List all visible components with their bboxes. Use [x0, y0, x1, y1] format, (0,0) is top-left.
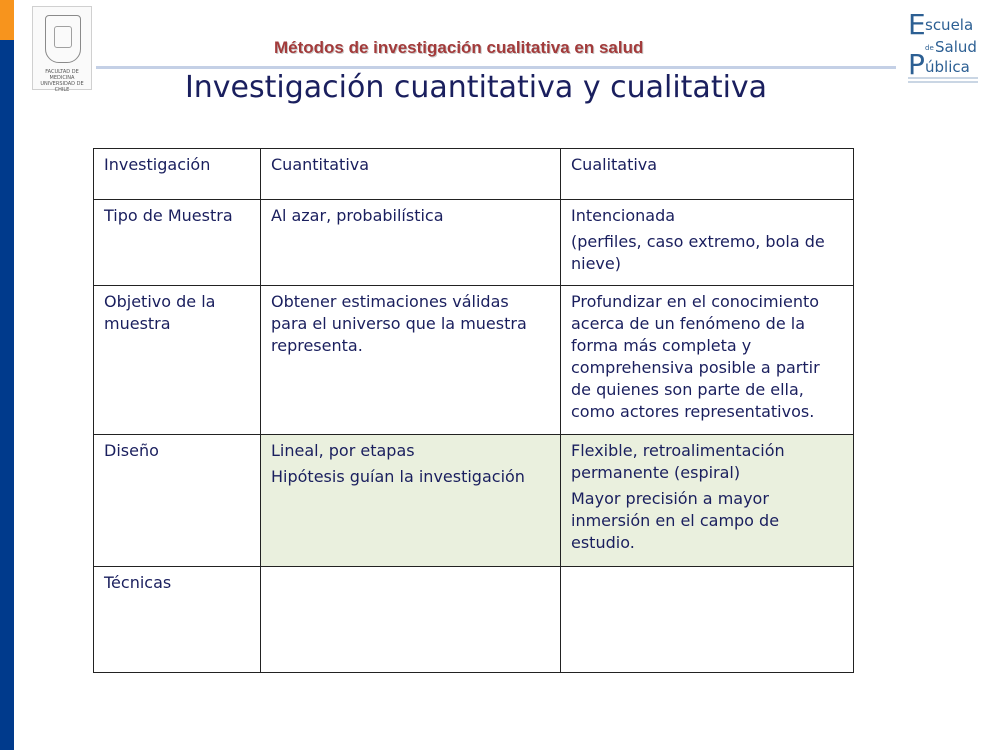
qualitative-cell [561, 435, 854, 567]
qualitative-cell [561, 200, 854, 286]
cell-text: Hipótesis guían la investigación [271, 467, 525, 486]
cell-text: Flexible, retroalimentación permanente (espiral) [571, 441, 785, 482]
quantitative-cell [261, 435, 561, 567]
school-logo [908, 10, 982, 86]
svg-text:Salud: Salud [935, 38, 977, 56]
row-label-cell: Técnicas [94, 567, 261, 673]
svg-text:de: de [925, 44, 934, 52]
left-accent-bar-orange [0, 0, 14, 40]
row-label-cell: Objetivo de la muestra [94, 286, 261, 435]
quantitative-cell [261, 286, 561, 435]
table-row [94, 286, 854, 435]
table-row [94, 200, 854, 286]
quantitative-cell [261, 567, 561, 673]
row-label-cell: Tipo de Muestra [94, 200, 261, 286]
cell-text: Mayor precisión a mayor inmersión en el campo de estudio. [571, 489, 780, 552]
cell-text: Obtener estimaciones válidas para el universo que la muestra representa. [271, 292, 527, 355]
course-subtitle: Métodos de investigación cualitativa en salud [274, 38, 644, 57]
header-cell: Investigación [94, 149, 261, 200]
cell-text: Profundizar en el conocimiento acerca de un fenómeno de la forma más completa y comprehensiva posible a partir de quienes son parte de ella, como actores representativos. [571, 292, 820, 421]
table-row [94, 435, 854, 567]
school-logo-graphic [908, 10, 982, 86]
comparison-table [93, 148, 854, 673]
cell-text: Lineal, por etapas [271, 441, 415, 460]
qualitative-cell [561, 286, 854, 435]
svg-text:ública: ública [925, 58, 970, 76]
page-title: Investigación cuantitativa y cualitativa [184, 70, 768, 105]
shield-icon [45, 15, 81, 63]
svg-text:E: E [908, 10, 926, 41]
cell-text: Intencionada [571, 206, 676, 225]
table-row [94, 567, 854, 673]
left-accent-bar-blue [0, 40, 14, 750]
faculty-logo-text: FACULTAD DE MEDICINA UNIVERSIDAD DE CHILE [40, 69, 84, 93]
svg-text:scuela: scuela [925, 16, 974, 34]
svg-text:P: P [908, 48, 925, 81]
row-label-cell: Diseño [94, 435, 261, 567]
qualitative-cell [561, 567, 854, 673]
cell-text: Al azar, probabilística [271, 206, 444, 225]
header-cell: Cuantitativa [261, 149, 561, 200]
table-header-row [94, 149, 854, 200]
header-divider [96, 66, 896, 69]
quantitative-cell [261, 200, 561, 286]
cell-text: (perfiles, caso extremo, bola de nieve) [571, 232, 825, 273]
header-cell: Cualitativa [561, 149, 854, 200]
